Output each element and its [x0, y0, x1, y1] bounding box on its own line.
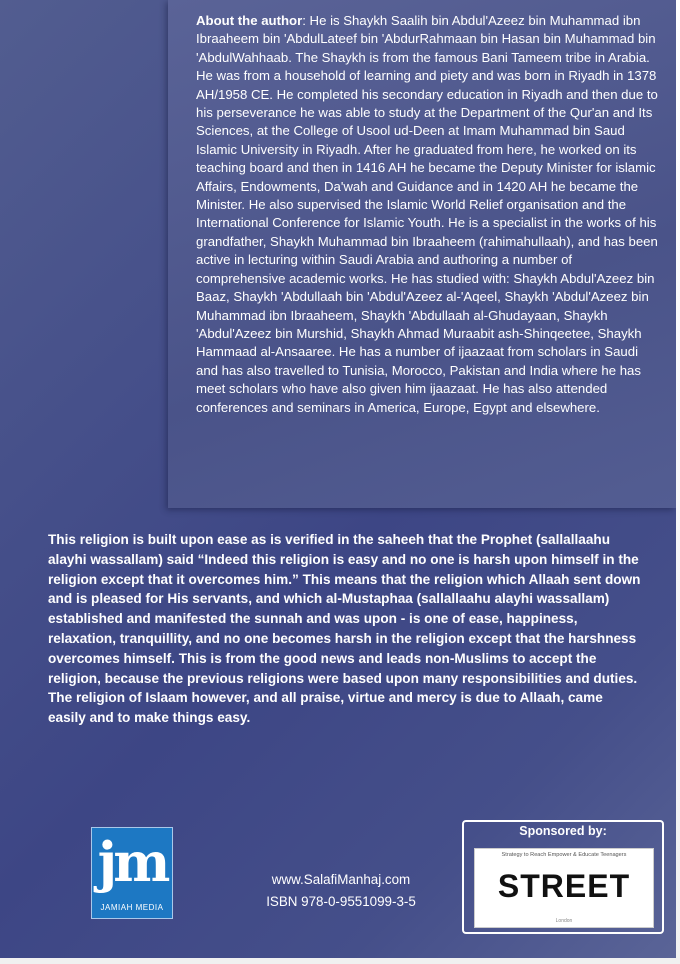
about-author-paragraph: [196, 12, 662, 417]
page-edge-bottom: [0, 958, 680, 964]
publisher-info: [246, 869, 436, 913]
sponsor-city: London: [555, 918, 573, 924]
religion-ease-paragraph: This religion is built upon ease as is verified in the saheeh that the Prophet (sallallaahu alayhi wassallam) said “Indeed this religion is easy and no one is harsh upon himself in the religion except that it overcomes him.” This means that the religion which Allaah sent down and is pleased for His servants, and which al-Mustaphaa (sallallaahu alayhi wassallam) established and manifested the sunnah and was upon - is one of ease, happiness, relaxation, tranquillity, and no one becomes harsh in the religion except that the harshness overcomes himself. This is from the good news and leads non-Muslims to accept the religion, because the previous religions were based upon many responsibilities and duties. The religion of Islaam however, and all praise, virtue and mercy is due to Allaah, came easily and to make things easy.: [48, 532, 641, 726]
isbn-text: ISBN 978-0-9551099-3-5: [266, 894, 416, 909]
about-author-label: About the author: [196, 13, 303, 28]
page-edge-right: [676, 0, 680, 964]
sponsor-logo: [474, 848, 654, 928]
jamiah-media-logo: [91, 827, 173, 919]
sponsor-box: [462, 820, 664, 934]
sponsor-label: Sponsored by:: [519, 824, 607, 838]
sponsor-tagline: Strategy to Reach Empower & Educate Teenagers: [501, 852, 627, 858]
logo-text: JAMIAH MEDIA: [100, 903, 164, 912]
about-author-text: : He is Shaykh Saalih bin Abdul'Azeez bin Muhammad ibn Ibraaheem bin 'AbdulLateef bin 'AbdurRahmaan bin Hasan bin Muhammad bin 'AbdulWahhaab. The Shaykh is from the famous Bani Tameem tribe in Arabia. He was from a household of learning and piety and was born in Riyadh in 1378 AH/1958 CE. He completed his secondary education in Riyadh and then due to his perseverance he was able to study at the Department of the Qur'an and Its Sciences, at the College of Usool ud-Deen at Imam Muhammad bin Saud Islamic University in Riyadh. After he graduated from here, he worked on its teaching board and then in 1416 AH he became the Deputy Minister for islamic Affairs, Endowments, Da'wah and Guidance and in 1420 AH he became the Minister. He also supervised the Islamic World Relief organisation and the International Conference for Islamic Youth. He is a specialist in the works of his grandfather, Shaykh Muhammad bin Ibraaheem (rahimahullaah), and has been active in lecturing within Saudi Arabia and authoring a number of comprehensive academic works. He has studied with: Shaykh Abdul'Azeez bin Baaz, Shaykh 'Abdullaah bin 'Abdul'Azeez al-'Aqeel, Shaykh 'Abdul'Azeez bin Muhammad ibn Ibraaheem, Shaykh 'Abdullaah al-Ghudayaan, Shaykh 'Abdul'Azeez bin Murshid, Shaykh Ahmad Muraabit ash-Shinqeetee, Shaykh Hammaad al-Ansaaree. He has a number of ijaazaat from scholars in Saudi and has also travelled to Tunisia, Morocco, Pakistan and India where he has meet scholars who have also given him ijaazaat. He has also attended conferences and seminars in America, Europe, Egypt and elsewhere.: [196, 13, 658, 415]
logo-mark: jm: [97, 830, 167, 894]
website-text: www.SalafiManhaj.com: [271, 872, 411, 887]
sponsor-name: STREET: [497, 868, 631, 904]
